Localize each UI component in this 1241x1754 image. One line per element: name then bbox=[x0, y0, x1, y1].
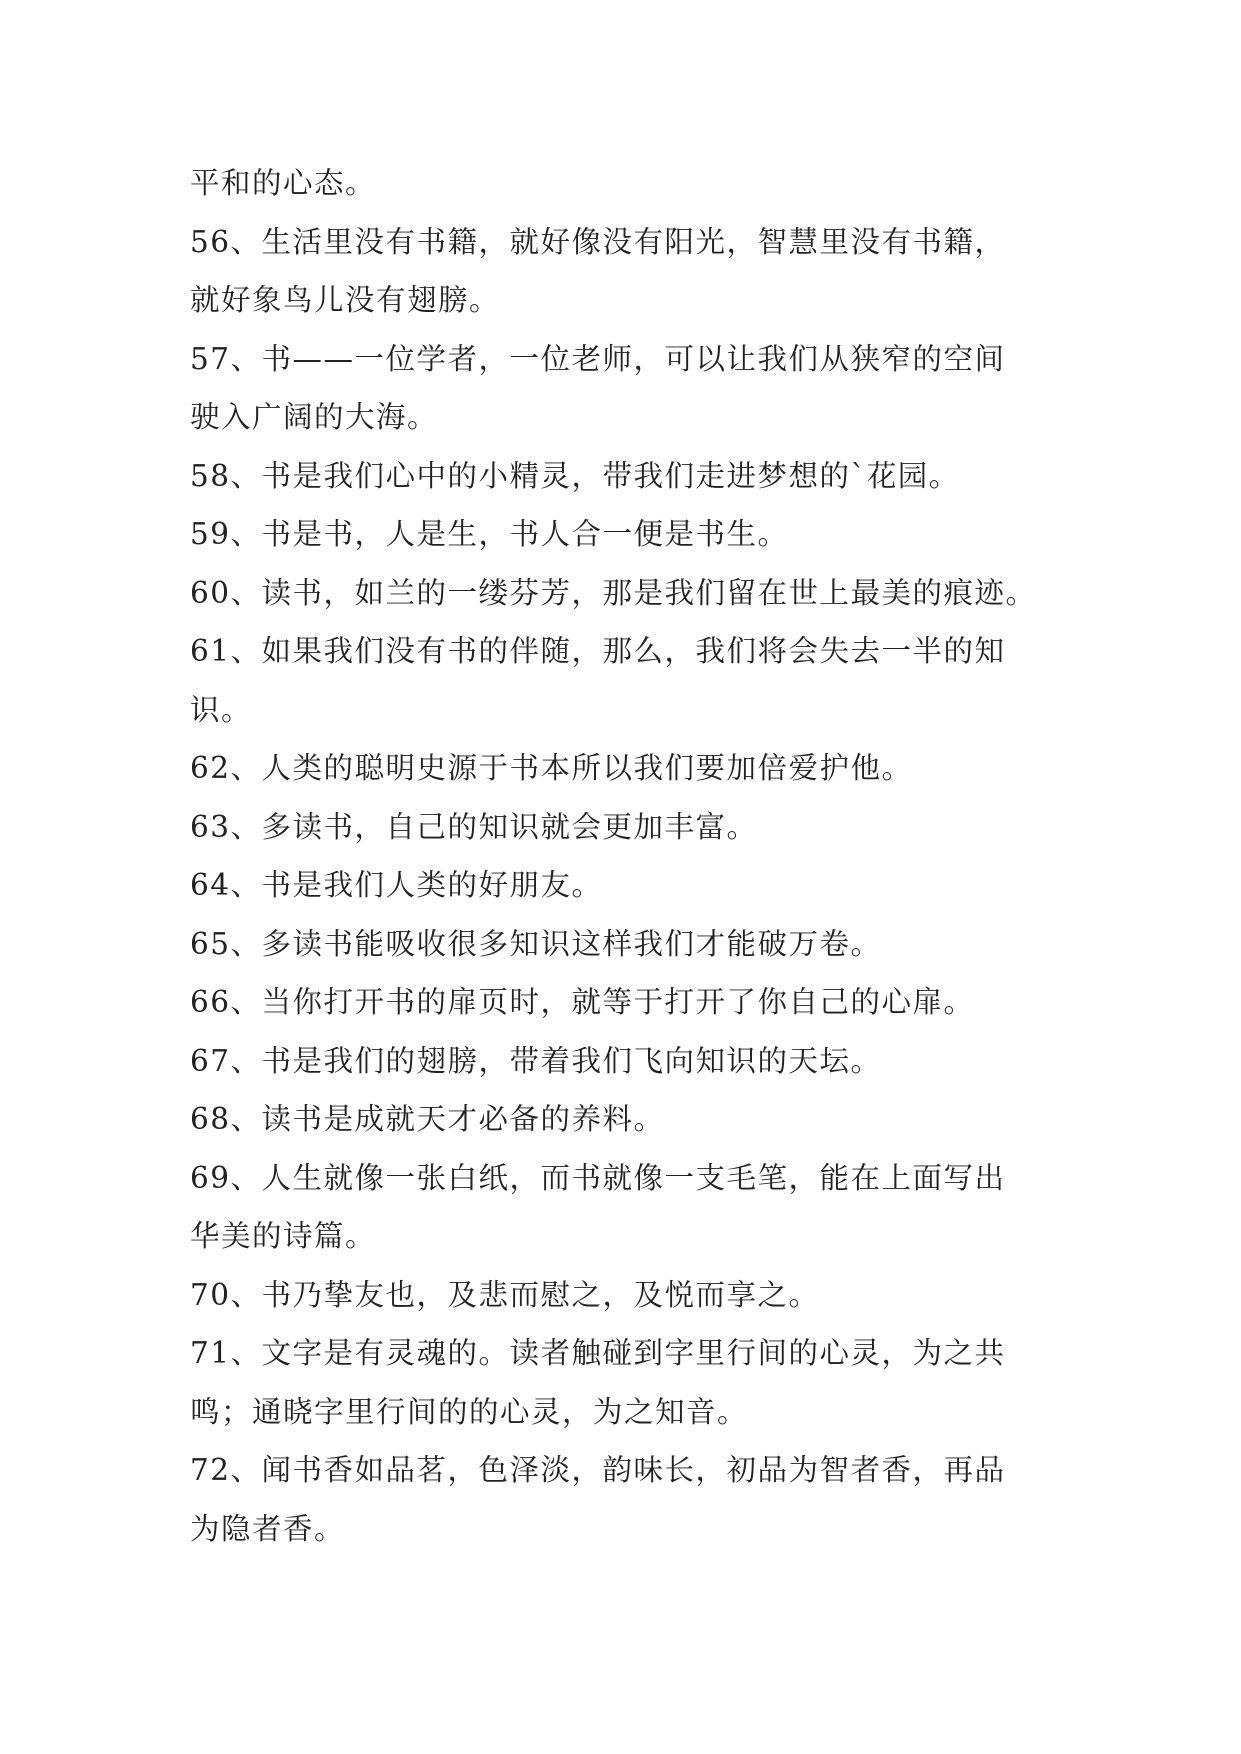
text-line: 66、当你打开书的扉页时，就等于打开了你自己的心扉。 bbox=[190, 985, 975, 1019]
text-line: 63、多读书，自己的知识就会更加丰富。 bbox=[190, 809, 758, 844]
document-body bbox=[190, 154, 1090, 1558]
text-line: 58、书是我们心中的小精灵，带我们走进梦想的`花园。 bbox=[190, 458, 960, 493]
text-line: 70、书乃挚友也，及悲而慰之，及悦而享之。 bbox=[190, 1277, 820, 1312]
text-line: 57、书——一位学者，一位老师，可以让我们从狭窄的空间 bbox=[190, 341, 1006, 376]
text-line: 华美的诗篇。 bbox=[190, 1219, 377, 1253]
text-line: 69、人生就像一张白纸，而书就像一支毛笔，能在上面写出 bbox=[190, 1160, 1006, 1195]
text-line: 识。 bbox=[190, 692, 253, 727]
text-line: 鸣；通晓字里行间的的心灵，为之知音。 bbox=[190, 1394, 749, 1429]
text-line: 61、如果我们没有书的伴随，那么，我们将会失去一半的知 bbox=[190, 634, 1006, 668]
text-line: 驶入广阔的大海。 bbox=[190, 400, 439, 434]
text-line: 为隐者香。 bbox=[190, 1511, 346, 1546]
text-line: 68、读书是成就天才必备的养料。 bbox=[190, 1102, 665, 1136]
text-line: 就好象鸟儿没有翅膀。 bbox=[190, 283, 501, 317]
text-line: 71、文字是有灵魂的。读者触碰到字里行间的心灵，为之共 bbox=[190, 1336, 1006, 1370]
text-line: 67、书是我们的翅膀，带着我们飞向知识的天坛。 bbox=[190, 1043, 882, 1078]
text-line: 62、人类的聪明史源于书本所以我们要加倍爱护他。 bbox=[190, 751, 913, 785]
text-line: 60、读书，如兰的一缕芬芳，那是我们留在世上最美的痕迹。 bbox=[190, 575, 1037, 610]
text-line: 65、多读书能吸收很多知识这样我们才能破万卷。 bbox=[190, 926, 882, 961]
text-line: 72、闻书香如品茗，色泽淡，韵味长，初品为智者香，再品 bbox=[190, 1453, 1006, 1487]
text-line: 59、书是书，人是生，书人合一便是书生。 bbox=[190, 517, 789, 551]
text-line: 64、书是我们人类的好朋友。 bbox=[190, 868, 603, 902]
text-line: 56、生活里没有书籍，就好像没有阳光，智慧里没有书籍， bbox=[190, 224, 1006, 259]
text-line: 平和的心态。 bbox=[190, 166, 377, 200]
